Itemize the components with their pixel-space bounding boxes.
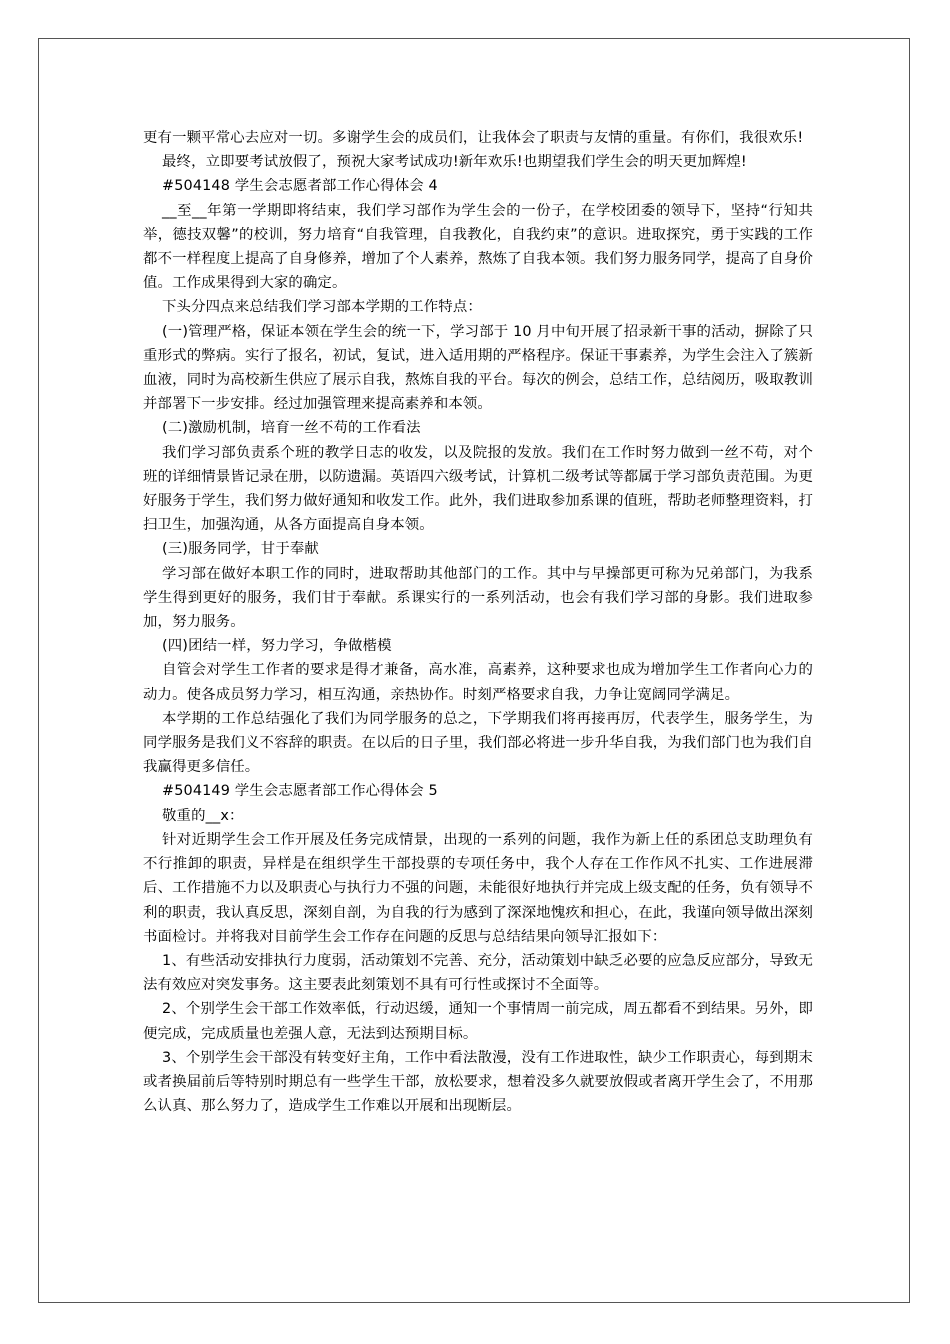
paragraph: 本学期的工作总结强化了我们为同学服务的总之，下学期我们将再接再厉，代表学生，服务学生，为同学服务是我们义不容辞的职责。在以后的日子里，我们部必将进一步升华自我，为我们部门也为我们自我赢得更多信任。 <box>143 710 813 776</box>
list-item: 1、有些活动安排执行力度弱，活动策划不完善、充分，活动策划中缺乏必要的应急反应部分，导致无法有效应对突发事务。这主要表此刻策划不具有可行性或探讨不全面等。 <box>143 952 813 994</box>
paragraph: 最终，立即要考试放假了，预祝大家考试成功!新年欢乐!也期望我们学生会的明天更加辉煌! <box>162 154 747 171</box>
subheading: (四)团结一样，努力学习，争做楷模 <box>162 638 392 655</box>
subheading: (三)服务同学，甘于奉献 <box>162 541 319 558</box>
subheading: (二)激励机制，培育一丝不苟的工作看法 <box>162 420 421 437</box>
paragraph: 学习部在做好本职工作的同时，进取帮助其他部门的工作。其中与早操部更可称为兄弟部门，为我系学生得到更好的服务，我们甘于奉献。系课实行的一系列活动，也会有我们学习部的身影。我们进取参加，努力服务。 <box>143 565 813 631</box>
salutation: 敬重的__x： <box>162 807 244 824</box>
paragraph: 针对近期学生会工作开展及任务完成情景，出现的一系列的问题，我作为新上任的系团总支助理负有不行推卸的职责，异样是在组织学生干部投票的专项任务中，我个人存在工作作风不扎实、工作进展滞后、工作措施不力以及职责心与执行力不强的问题，未能很好地执行并完成上级支配的任务，负有领导不利的职责，我认真反思，深刻自剖，为自我的行为感到了深深地愧疚和担心，在此，我谨向领导做出深刻书面检讨。并将我对目前学生会工作存在问题的反思与总结结果向领导汇报如下： <box>143 831 813 945</box>
paragraph: 我们学习部负责系个班的教学日志的收发，以及院报的发放。我们在工作时努力做到一丝不苟，对个班的详细情景皆记录在册，以防遗漏。英语四六级考试，计算机二级考试等都属于学习部负责范围。为更好服务于学生，我们努力做好通知和收发工作。此外，我们进取参加系课的值班，帮助老师整理资料，打扫卫生，加强沟通，从各方面提高自身本领。 <box>143 444 813 534</box>
list-item: 3、个别学生会干部没有转变好主角，工作中看法散漫，没有工作进取性，缺少工作职责心，每到期末或者换届前后等特别时期总有一些学生干部，放松要求，想着没多久就要放假或者离开学生会了，不用那么认真、那么努力了，造成学生工作难以开展和出现断层。 <box>143 1049 813 1115</box>
paragraph: (一)管理严格，保证本领在学生会的统一下，学习部于 10 月中旬开展了招录新干事的活动，摒除了只重形式的弊病。实行了报名，初试，复试，进入适用期的严格程序。保证干事素养，为学生会注入了簇新血液，同时为高校新生供应了展示自我，熬炼自我的平台。每次的例会，总结工作，总结阅历，吸取教训并部署下一步安排。经过加强管理来提高素养和本领。 <box>143 323 813 413</box>
paragraph: 自管会对学生工作者的要求是得才兼备，高水准，高素养，这种要求也成为增加学生工作者向心力的动力。使各成员努力学习，相互沟通，亲热协作。时刻严格要求自我，力争让宽阔同学满足。 <box>143 662 813 703</box>
paragraph: 更有一颗平常心去应对一切。多谢学生会的成员们，让我体会了职责与友情的重量。有你们，我很欢乐! <box>143 130 804 146</box>
section-heading: #504149 学生会志愿者部工作心得体会 5 <box>162 783 438 800</box>
paragraph: __至__年第一学期即将结束，我们学习部作为学生会的一份子，在学校团委的领导下，坚持“行知共举，德技双馨”的校训，努力培育“自我管理，自我教化，自我约束”的意识。进取探究，勇于实践的工作都不一样程度上提高了自身修养，增加了个人素养，熬炼了自我本领。我们努力服务同学，提高了自身价值。工作成果得到大家的确定。 <box>143 202 813 292</box>
list-item: 2、个别学生会干部工作效率低，行动迟缓，通知一个事情周一前完成，周五都看不到结果。另外，即便完成，完成质量也差强人意，无法到达预期目标。 <box>143 1001 813 1042</box>
section-heading: #504148 学生会志愿者部工作心得体会 4 <box>162 178 438 195</box>
document-body <box>143 126 813 1118</box>
paragraph: 下头分四点来总结我们学习部本学期的工作特点： <box>162 299 482 316</box>
